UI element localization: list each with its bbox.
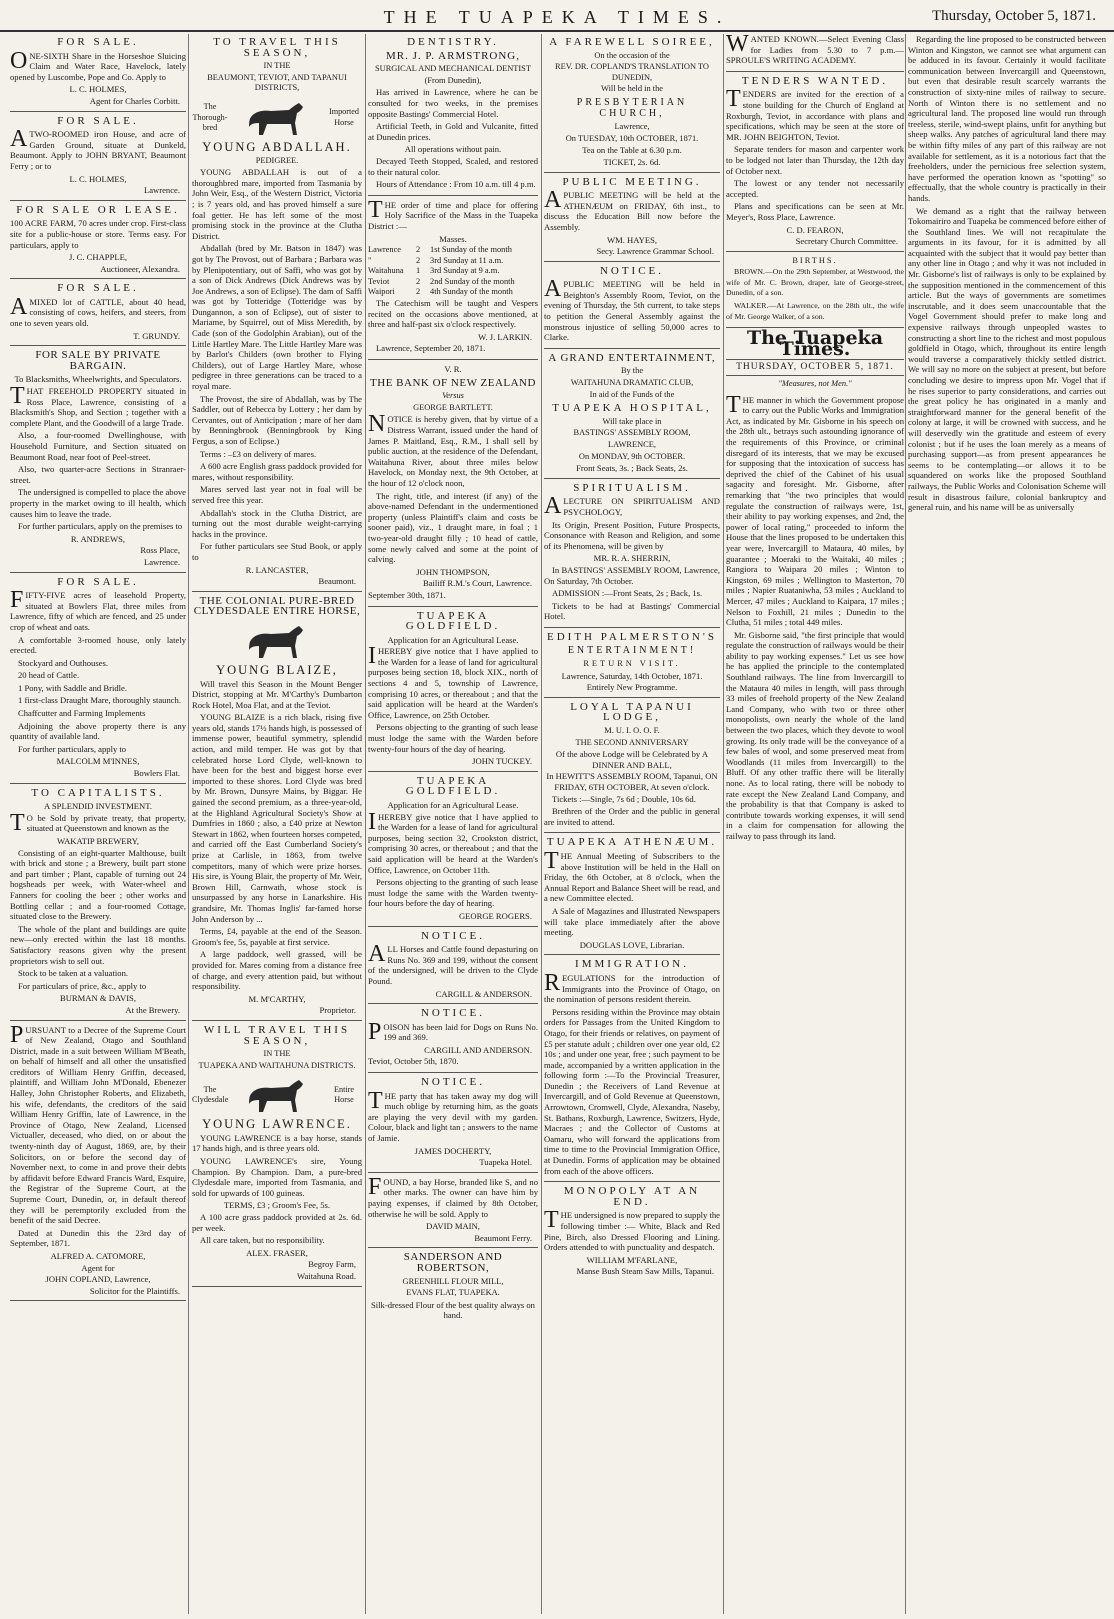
ad-signature: MALCOLM M'INNES, xyxy=(56,756,140,767)
ad-body: FOUND, a bay Horse, branded like S, and no other marks. The owner can have him by paying expenses, if claimed by 8th October, otherwise he will be sold. Apply to xyxy=(368,1173,538,1219)
ad-bank-notice xyxy=(368,364,538,606)
ad-notice-dog xyxy=(368,1077,538,1173)
ad-body: ONE-SIXTH Share in the Horseshoe Sluicing Claim and Water Race, Havelock, lately opened by Luscombe, Pope and Co. Apply to xyxy=(10,47,186,82)
mass-table-cell: 2 xyxy=(416,245,421,255)
ad-subheading: PEDIGREE. xyxy=(255,155,299,165)
ad-body: YOUNG LAWRENCE is a bay horse, stands 17 hands high, and is three years old. xyxy=(192,1132,362,1154)
ad-heading: NOTICE. xyxy=(420,1076,486,1089)
ad-heading: TUAPEKA GOLDFIELD. xyxy=(405,774,501,798)
column-2 xyxy=(192,34,362,1614)
ad-body: For particulars of price, &c., apply to xyxy=(18,980,147,991)
ad-signature: Waitahuna Road. xyxy=(297,1271,356,1281)
ad-body: IHEREBY give notice that I have applied to the Warden for a lease of land for agricultural purposes, being section 32, Crookston district, comprising 30 acres, or thereabout ; and that the said application will be heard at the Warden's Office, Lawrence, on October 11th. xyxy=(368,808,538,875)
ad-body: ADMISSION :—Front Seats, 2s ; Back, 1s. xyxy=(552,588,703,599)
ad-mass-schedule xyxy=(368,196,538,360)
ad-heading: FOR SALE BY PRIVATE BARGAIN. xyxy=(35,349,161,372)
ad-subheading: BASTINGS' ASSEMBLY ROOM, xyxy=(573,428,691,438)
ad-goldfield-lease-1 xyxy=(368,611,538,772)
ad-body: IHEREBY give notice that I have applied to the Warden for a lease of land for agricultural purposes being section 18, block XIX., north of sections 4 and 5, township of Lawrence, comprising 10 acres, or thereabout ; and that the said application will be heard at the Warden's Office, Lawrence, on 25th October. xyxy=(368,643,538,720)
ad-body: APUBLIC MEETING will be held in Beighton's Assembly Room, Teviot, on the evening of Thursday, the 5th current, to take steps to petition the General Assembly against the monstrous injustice of selling 50,000 acres to Clarke. xyxy=(544,276,720,343)
ad-body: AMIXED lot of CATTLE, about 40 head, consisting of cows, heifers, and steers, from one to seven years old. xyxy=(10,293,186,329)
ad-body: 1 Pony, with Saddle and Bridle. xyxy=(18,682,128,693)
ad-subheading: Application for an Agricultural Lease. xyxy=(387,800,519,810)
ad-horseshoe-share xyxy=(10,37,186,112)
ad-body: Silk-dressed Flour of the best quality always on hand. xyxy=(371,1299,535,1321)
ad-body: TICKET, 2s. 6d. xyxy=(603,156,661,167)
ad-body: Terms, £4, payable at the end of the Season. Groom's fee, 5s, payable at first service. xyxy=(192,926,362,947)
ad-body: 20 head of Cattle. xyxy=(18,670,80,681)
mass-table-cell: Waipori xyxy=(368,287,395,297)
ad-body: Lawrence, September 20, 1871. xyxy=(376,343,486,354)
ad-heading: FOR SALE. xyxy=(57,36,139,48)
ad-subheading: PRESBYTERIAN CHURCH, xyxy=(576,96,688,119)
ad-signature: C. D. FEARON, xyxy=(786,224,844,235)
ad-heading: FOR SALE. xyxy=(57,114,139,127)
ad-signature: L. C. HOLMES, xyxy=(69,84,127,95)
ad-terms: TERMS, £3 ; Groom's Fee, 5s. xyxy=(223,1200,331,1211)
column-6 xyxy=(908,34,1106,1614)
ad-body: For futher particulars see Stud Book, or apply to xyxy=(192,541,362,562)
ad-notice-poison xyxy=(368,1008,538,1073)
ad-heading: DENTISTRY. xyxy=(407,36,499,48)
ad-heading: PUBLIC MEETING. xyxy=(562,175,702,188)
mass-table-cell: Waitahuna xyxy=(368,266,404,276)
ad-name: WAKATIP BREWERY, xyxy=(56,836,140,846)
ad-body: The Catechism will be taught and Vespers recited on the occasions above mentioned, at three and half-past six o'clock respectively. xyxy=(368,298,538,330)
ad-body: REGULATIONS for the introduction of Immigrants into the Province of Otago, on the nomination of persons resident therein. xyxy=(544,969,720,1005)
ad-signature: WM. HAYES, xyxy=(606,234,658,245)
mass-table-cell: 2 xyxy=(416,287,421,297)
horse-label: The Thorough-bred xyxy=(192,102,228,133)
ad-signature: JOHN THOMPSON, xyxy=(416,566,490,577)
ad-body: THE Annual Meeting of Subscribers to the above Institution will be held in the Hall on Friday, the 6th October, at 8 o'clock, when the Annual Report and Balance Sheet will be read, and a new Committee elected. xyxy=(544,848,720,904)
ad-leasehold-property xyxy=(10,577,186,784)
ad-subheading: Will take place in xyxy=(602,416,662,426)
ad-subheading: On TUESDAY, 10th OCTOBER, 1871. xyxy=(565,133,699,143)
mass-table-cell: 4th Sunday of the month xyxy=(430,287,513,297)
ad-body: Will travel this Season in the Mount Benger District, stopping at Mr. M'Carthy's Dumbarton Rock Hotel, Moa Flat, and at the Teviot. xyxy=(192,678,362,710)
ad-subheading: To Blacksmiths, Wheelwrights, and Speculators. xyxy=(14,374,182,385)
ad-subheading: EVANS FLAT, TUAPEKA. xyxy=(406,1288,500,1298)
ad-subheading: IN THE xyxy=(263,1049,291,1059)
column-rule xyxy=(365,34,366,1614)
ad-heading: WILL TRAVEL THIS SEASON, xyxy=(203,1023,351,1047)
ad-signature: Lawrence. xyxy=(143,556,180,567)
editorial-paragraph: Mr. Gisborne said, "the first principle that would regulate the construction of railways would be their ability to pay working expenses." Let us see how he has applied the principle to the contemplated Southland railways. The line from Invercargill to the Mataura 40 miles in length, will pass through 33 miles of freehold property of the New Zealand Land Company, who with two or three other monopolists, own nearly the whole of the land between the two places, which they devote to wool growing. Its only trade will be the conveyance of a few bales of wool, and some preserved meat from Woodlands (11 miles from Invercargill) to the Bluff. Of any other traffic there will be literally none. As to local rating, there will be nobody to rate except the New Zealand Land Company, and the probability is that that Company is asked to contribute towards working expenses, it will send in a claim for compensation for allowing the railway to pass through its land. xyxy=(726,629,904,841)
ad-heading: THE BANK OF NEW ZEALAND xyxy=(370,376,536,389)
ad-name: MR. J. P. ARMSTRONG, xyxy=(385,49,520,62)
mass-table-cell: 2 xyxy=(416,255,421,265)
births-notices xyxy=(726,256,904,329)
ad-court-decree xyxy=(10,1021,186,1302)
ad-body: 100 ACRE FARM, 70 acres under crop. First-class site for a public-house or store. Terms easy. For particulars, apply to xyxy=(10,218,186,250)
ad-body: 1 first-class Draught Mare, thoroughly staunch. xyxy=(18,695,182,706)
ad-body: ATWO-ROOMED iron House, and acre of Garden Ground, situate at Dunkeld, Beaumont. Apply to JOHN BRYANT, Beaumont Ferry ; or to xyxy=(10,126,186,171)
ad-cattle xyxy=(10,283,186,346)
ad-edith-palmerston xyxy=(544,632,720,698)
ad-heading: FOR SALE. xyxy=(57,575,139,588)
ad-signature: DOUGLAS LOVE, Librarian. xyxy=(579,939,685,950)
ad-body: Lawrence, Saturday, 14th October, 1871. xyxy=(561,670,703,681)
ad-subheading: TUAPEKA HOSPITAL, xyxy=(552,402,712,415)
ad-grand-entertainment xyxy=(544,353,720,479)
ad-subheading: THE SECOND ANNIVERSARY xyxy=(575,737,689,747)
ad-signature: L. C. HOLMES, xyxy=(69,173,127,184)
paper-nameplate: The Tuapeka Times. xyxy=(746,327,884,360)
royal-cipher: V. R. xyxy=(444,364,462,375)
ad-body: Tickets :—Single, 7s 6d ; Double, 10s 6d. xyxy=(552,793,696,804)
ad-signature: JOHN TUCKEY. xyxy=(472,756,532,767)
ad-signature: Auctioneer, Alexandra. xyxy=(100,263,180,274)
ad-signature: Beaumont. xyxy=(318,576,356,587)
ad-subheading: SURGICAL AND MECHANICAL DENTIST xyxy=(375,64,531,74)
ad-subheading: REV. DR. COPLAND'S TRANSLATION TO DUNEDIN, xyxy=(555,62,709,82)
mass-table-cell: 1 xyxy=(416,266,421,276)
ad-body: Entirely New Programme. xyxy=(586,682,678,693)
ad-signature: WILLIAM M'FARLANE, xyxy=(586,1254,678,1265)
ad-young-lawrence xyxy=(192,1025,362,1287)
ad-signature: Begroy Farm, xyxy=(308,1259,356,1270)
ad-body: Also, two quarter-acre Sections in Stranraer-street. xyxy=(10,464,186,485)
ad-heading: LOYAL TAPANUI LODGE, xyxy=(570,700,694,724)
editorial-paragraph: THE manner in which the Government propose to carry out the Public Works and Immigration Act, as indicated by Mr. Gisborne in his speech on the 28th ult., betrays such astounding ignorance of the requirements of this Province, or criminal disregard of its interests, that we may be excused for supposing that the intoxication of success has deprived the chief of the Cabinet of his usual sagacity and foresight. Mr. Gisborne, after remarking that "the two principles that would regulate the construction of railways were, 1st, their ability to pay working expenses, and 2nd, the power of local rating," proceeded to inform the House that the lines proposed to be undertaken this year were, Invercargill to Mataura, 40 miles, by guarantee ; Moeraki to the Waitaki, 40 miles ; Rangiora to Waipara 20 miles ; Winton to Kingston, 69 miles ; Wellington to Masterton, 70 miles ; Napier Ruataniwha, 53 miles ; Auckland to Mercer, 47 miles ; Auckland to Kaipara, 17 miles ; Nelson to Foxhill, 21 miles ; Dunedin to the Clutha, 51 miles ; total 449 miles. xyxy=(726,391,904,628)
ad-notice-meeting xyxy=(544,266,720,349)
ad-signature: W. J. LARKIN. xyxy=(478,331,532,342)
ad-body: Decayed Teeth Stopped, Scaled, and restored to their natural color. xyxy=(368,155,538,177)
ad-heading: NOTICE. xyxy=(599,264,665,277)
ad-body: THE undersigned is now prepared to supply the following timber :— White, Black and Red Pine, Birch, also Dressed Flooring and Lining. Orders attended to with punctuality and despatch. xyxy=(544,1207,720,1253)
horse-illustration xyxy=(192,97,362,139)
ad-body: All operations without pain. xyxy=(404,144,502,155)
ad-body: Terms : –£3 on delivery of mares. xyxy=(200,448,317,459)
ad-subheading: On MONDAY, 9th OCTOBER. xyxy=(578,451,686,461)
newspaper-title: THE TUAPEKA TIMES. xyxy=(383,7,731,27)
ad-young-abdallah xyxy=(192,37,362,592)
ad-heading: BIRTHS. xyxy=(792,255,838,265)
horse-illustration xyxy=(192,620,362,662)
ad-heading: IMMIGRATION. xyxy=(575,958,689,971)
ad-flour-mill xyxy=(368,1252,538,1325)
ad-body: FIFTY-FIVE acres of leasehold Property, situated at Bowlers Flat, three miles from Lawrence, fifty of which are fenced, and 25 under crop of wheat and oats. xyxy=(10,587,186,632)
ad-body: YOUNG BLAIZE is a rich black, rising five years old, stands 17½ hands high, is possessed of immense power, beautiful symmetry, splendid action, and mild temper. He was got by that celebrated horse Lord Clyde, well-known to have been for the best and biggest horse ever imported to these shores. Lord Clyde was bred by Mr. Brown, Dunsyre Mains, by Biggar. He gained the second premium, as a three-year-old, at the Highland Agricultural Society's Show at Dumfries in 1860 ; also, a £40 prize at Newton Stewart in 1862, when fourteen horses competed, and carried off the East Cumberland Society's prize at Carlisle, in 1863, from twelve competitors, many of which were prize horses. His sire, is Young Blair, the property of Mr. Weir, Brown Hill, Carnwath, whose stock is unsurpassed by any horse in Lanarkshire. His grandsire, Mr. Thomas Inglis' far-famed horse John Anderson by ... xyxy=(192,712,362,924)
ad-body: Tickets to be had at Bastings' Commercial Hotel. xyxy=(544,600,720,622)
horse-name: YOUNG LAWRENCE. xyxy=(202,1117,352,1132)
ad-signature: CARGILL & ANDERSON. xyxy=(435,988,532,999)
ad-body: WANTED KNOWN.—Select Evening Class for Ladies from 5.30 to 7 p.m.—SPROULE'S WRITING ACADEMY. xyxy=(726,34,904,66)
ad-body: All care taken, but no responsibility. xyxy=(200,1235,325,1246)
ad-subheading: ENTERTAINMENT! xyxy=(567,644,697,656)
ad-body: Hours of Attendance : From 10 a.m. till 4 p.m. xyxy=(376,179,536,190)
ad-subheading: IN THE xyxy=(263,61,291,71)
ad-body: A comfortable 3-roomed house, only lately erected. xyxy=(10,634,186,656)
ad-heading: SPIRITUALISM. xyxy=(573,481,691,494)
column-3 xyxy=(368,34,538,1614)
ad-signature: At the Brewery. xyxy=(125,1004,180,1015)
horse-icon xyxy=(237,620,317,662)
ad-monopoly xyxy=(544,1186,720,1281)
ad-body: Brethren of the Order and the public in general are invited to attend. xyxy=(544,806,720,827)
editorial-dateline: THURSDAY, OCTOBER 5, 1871. xyxy=(726,359,904,376)
ad-body: THE party that has taken away my dog will much oblige by returning him, as the goats are playing the very devil with my garden. Colour, black and light tan ; answers to the name of Jamie. xyxy=(368,1087,538,1144)
ad-heading: FOR SALE. xyxy=(57,282,139,295)
ad-subheading: Will be held in the xyxy=(601,84,663,94)
ad-signature: JAMES DOCHERTY, xyxy=(414,1145,492,1156)
masthead xyxy=(0,0,1114,32)
editorial-paragraph: We demand as a right that the railway between Tokomairiro and Tuapeka be commenced before either of the Southland lines. We will not recapitulate the arguments in its favour, for it is admitted by all acquainted with the subject that it would pay better than any other line in Otago ; and why it was not included in Mr. Gisborne's list of railways is only to be explained by the supposition mentioned in the commencement of this article. But the ways of governments are sometimes inscrutable, and it does seem unaccountable that the Vogel Government should prefer to make long and expensive railways through unpeopled wastes to constructing a short line to the richest and most populous goldfield in Otago, which, throughout its entire length would traverse a comparatively thickly settled district. We will say no more on the subject at present, but before concluding we desire to impress upon Mr. Vogel that if he rises superior to party considerations, and carries out the great policy he has originated in a manly and straightforward manner for the general benefit of the colony at large, it will be crowned with success, and he will deservedly win the gratitude and esteem of every colonist ; but if he uses the loan merely as a means of purchasing support—as from present appearances he seems to be contemplating—or allows it to be squandered on works like the proposed Southland railways, the Public Works and Colonisation Scheme will result in disastrous failure, colonial bankruptcy and general ruin, and his name will be as universally xyxy=(908,205,1106,513)
ad-body: For further particulars, apply on the premises to xyxy=(18,521,183,532)
ad-wanted-known xyxy=(726,34,904,72)
mass-table-cell: Teviot xyxy=(368,276,390,286)
mass-table-cell: " xyxy=(368,255,372,265)
ad-freehold-property xyxy=(10,350,186,572)
ad-signature: Beaumont Ferry. xyxy=(474,1232,532,1243)
ad-dentistry xyxy=(368,37,538,196)
ad-body: ALL Horses and Cattle found depasturing on Runs No. 369 and 199, without the consent of the undersigned, will be driven to the Clyde Pound. xyxy=(368,941,538,986)
ad-subheading: M. U. I. O. O. F. xyxy=(604,726,660,736)
ad-subheading: By the xyxy=(620,366,644,376)
column-5 xyxy=(726,34,904,1614)
horse-label: The Clydesdale xyxy=(192,1084,229,1105)
ad-body: Separate tenders for mason and carpenter work to be lodged not later than Thursday, the 12th day of October next. xyxy=(726,144,904,176)
ad-body: September 30th, 1871. xyxy=(368,589,446,600)
ad-body: The lowest or any tender not necessarily accepted. xyxy=(726,178,904,199)
ad-body: Plans and specifications can be seen at Mr. Meyer's, Ross Place, Lawrence. xyxy=(726,201,904,222)
ad-subheading: Application for an Agricultural Lease. xyxy=(387,634,519,645)
ad-young-blaize xyxy=(192,596,362,1021)
mass-table-cell: 3rd Sunday at 9 a.m. xyxy=(430,266,500,276)
horse-label: Imported Horse xyxy=(328,107,359,127)
mass-table-cell: 1st Sunday of the month xyxy=(430,245,512,255)
ad-signature: M. M'CARTHY, xyxy=(248,993,306,1004)
ad-immigration xyxy=(544,959,720,1182)
horse-label: Entire Horse xyxy=(333,1084,354,1105)
ad-body: Front Seats, 3s. ; Back Seats, 2s. xyxy=(576,463,688,474)
ad-body: Persons objecting to the granting of such lease must lodge the same with the Warden twenty-four hours before the day of hearing. xyxy=(368,877,538,909)
ad-heading: FOR SALE OR LEASE. xyxy=(16,203,180,216)
ad-body: Tea on the Table at 6.30 p.m. xyxy=(582,145,682,156)
ad-heading: TUAPEKA GOLDFIELD. xyxy=(405,609,501,633)
ad-body: Mares served last year not in foal will be served free this year. xyxy=(192,484,362,505)
ad-signature: J. C. CHAPPLE, xyxy=(68,252,128,263)
ad-subheading: Lawrence, xyxy=(614,122,650,132)
mass-table xyxy=(368,245,538,298)
ad-body: A 100 acre grass paddock provided at 2s. 6d. per week. xyxy=(192,1212,362,1233)
ad-heading: MONOPOLY AT AN END. xyxy=(563,1185,701,1208)
ad-signature: Manse Bush Steam Saw Mills, Tapanui. xyxy=(576,1266,714,1277)
ad-signature: Ross Place, xyxy=(140,545,180,556)
ad-subheading: GREENHILL FLOUR MILL, xyxy=(402,1276,504,1286)
ad-body: Dated at Dunedin this the 23rd day of September, 1871. xyxy=(10,1227,186,1249)
ad-signature: Bowlers Flat. xyxy=(133,768,180,779)
ad-signature: JOHN COPLAND, Lawrence, xyxy=(45,1274,151,1285)
ad-body: THAT FREEHOLD PROPERTY situated in Ross Place, Lawrence, consisting of a Blacksmith's Shop, and Section ; together with a complete Plant, and the Goodwill of a large Trade. xyxy=(10,383,186,428)
ad-body: Artificial Teeth, in Gold and Vulcanite, fitted at Dunedin prices. xyxy=(368,121,538,142)
ad-body: Abdallah (bred by Mr. Batson in 1847) was got by The Provost, out of Barbara ; Barbara was by Plenipotentiary, out of Saffi, who was got by a son of Dick Andrews (Dick Andrews was by Joe Andrews, a son of Eclipse). The dam of Saffi was got by Totteridge (Totteridge was by Dungannon, a son of Eclipse), out of sister to Mariame, by Squirrel, out of Miss Meredith, by Cade (son of the Godolphin Arabian), out of the Little Hartley Mare. The Little Hartley Mare was by Barlot's Childers (own brother to Flying Childers), out of Large Hartley Mare, whose pedigree in three generations can be traced to a royal mare. xyxy=(192,243,362,392)
ad-body: Adjoining the above property there is any quantity of available land. xyxy=(10,720,186,742)
column-rule xyxy=(723,34,724,1614)
ad-body: Abdallah's stock in the Clutha District, are turning out the most durable weight-carrying hacks in the province. xyxy=(192,507,362,539)
ad-body: The undersigned is compelled to place the above property in the market owing to ill health, which causes him to leave the trade. xyxy=(10,487,186,519)
ad-loyal-tapanui-lodge xyxy=(544,702,720,834)
ad-public-meeting xyxy=(544,177,720,262)
ad-signature: Agent for xyxy=(81,1262,115,1273)
ad-signature: Agent for Charles Corbitt. xyxy=(89,95,180,106)
ad-athenaeum xyxy=(544,837,720,955)
ad-subheading: RETURN VISIT. xyxy=(583,659,681,669)
ad-signature: Lawrence. xyxy=(143,185,180,196)
ad-body: Also, a four-roomed Dwellinghouse, with Household Furniture, and Section situated on Beaumont Road, near foot of Peel-street. xyxy=(10,430,186,462)
ad-farewell-soiree xyxy=(544,37,720,173)
ad-body: In BASTINGS' ASSEMBLY ROOM, Lawrence, On Saturday, 7th October. xyxy=(544,564,720,586)
ad-found-horse xyxy=(368,1173,538,1249)
ad-body: TO be Sold by private treaty, that property, situated at Queenstown and known as the xyxy=(10,809,186,836)
ad-body: For further particulars, apply to xyxy=(18,743,127,754)
ad-body: Teviot, October 5th, 1870. xyxy=(368,1056,459,1067)
horse-icon xyxy=(237,1074,317,1116)
column-rule xyxy=(188,34,189,1614)
ad-acre-farm xyxy=(10,205,186,280)
ad-body: PURSUANT to a Decree of the Supreme Court of New Zealand, Otago and Southland District, made in a suit between William M'Beath, on behalf of himself and all other the unsatisfied creditors of William Henry Griffin, deceased, plaintiff, and William John M'Donald, Ebenezer Halley, John Christopher Roberts, and Elizabeth, his wife, defendants, the creditors of the said William Henry Griffin, late of Lawrence, in the Province of Otago, New Zealand, Licensed Victualler, deceased, who died, on or about the twenty-ninth day of August, 1869, are, by their Solicitors, on or before the second day of November next, to come in and prove their debts by affidavit before Edward Francis Ward, Esquire, the Registrar of the Supreme Court, at the Supreme Court, Dunedin, or, in default thereof they will be peremptorily excluded from the benefit of the said Decree. xyxy=(10,1021,186,1226)
ad-subheading: In aid of the Funds of the xyxy=(589,389,675,399)
ad-body: Stockyard and Outhouses. xyxy=(18,657,108,668)
ad-heading: NOTICE. xyxy=(420,929,486,942)
ad-signature: ALEX. FRASER, xyxy=(246,1247,308,1258)
ad-body: NOTICE is hereby given, that by virtue of a Distress Warrant, issued under the hand of James P. Maitland, Esq., R.M., I shall sell by public auction, at the residence of the Defendant, Waitahuna River, about three miles below Havelock, on Monday next, the 9th October, at the hour of 12 o'clock noon, xyxy=(368,411,538,488)
column-rule xyxy=(541,34,542,1614)
ad-body: The whole of the plant and buildings are quite new—only erected within the last 18 months. Satisfactory reasons given why the present proprietors wish to sell out. xyxy=(10,923,186,966)
ad-heading: SANDERSON AND ROBERTSON, xyxy=(403,1251,503,1274)
ad-signature: BURMAN & DAVIS, xyxy=(59,993,136,1004)
editorial-paragraph: Regarding the line proposed to be constructed between Winton and Kingston, we cannot see what argument can be adduced in its favour. Certainly it would facilitate communication between Invercargill and Queenstown, but even that desirable result scarcely warrants the construction of sixty-nine miles of railway to secure. North of Winton there is no settlement and no agricultural land. The proposed line would run through treeless, sterile, wind-swept plains, unfit for anything but sheep walks. Any patches of agricultural land there may be within fifty miles of any part of this railway are not available for settlement, as it is a notorious fact that the freeholders, under the pernicious free selection system, have performed the operation known as "spotting" so effectually, that the whole country is practically in their hands. xyxy=(908,34,1106,203)
birth-notice: BROWN.—On the 29th September, at Westwood, the wife of Mr. C. Brown, draper, late of George-street, Dunedin, of a son. xyxy=(726,267,904,298)
ad-body: The right, title, and interest (if any) of the above-named Defendant in the undermentioned property (unless Plaintiff's claim and costs be sooner paid), viz., 1 draught mare, in foal ; 1 two-year-old draught filly ; 10 head of cattle, some newly calved and some at the point of calving. xyxy=(368,490,538,565)
ad-goldfield-lease-2 xyxy=(368,776,538,927)
ad-body: Its Origin, Present Position, Future Prospects, Consonance with Reason and Religion, and some of its Phenomena, will be given by xyxy=(544,519,720,551)
ad-body: The Provost, the sire of Abdallah, was by The Saddler, out of Rebecca by Lottery ; her dam by Cervantes, out of Anticipation ; mare of her dam by Benningbrook (Benningbrook by King Fergus, a son of Eclipse.) xyxy=(192,393,362,446)
ad-heading: THE COLONIAL PURE-BRED CLYDESDALE ENTIRE HORSE, xyxy=(193,594,361,618)
horse-icon xyxy=(237,97,317,139)
column-1 xyxy=(10,34,186,1614)
ad-signature: R. LANCASTER, xyxy=(245,564,309,575)
ad-spiritualism xyxy=(544,483,720,628)
ad-subheading: TUAPEKA AND WAITAHUNA DISTRICTS. xyxy=(198,1060,356,1070)
ad-signature: Proprietor. xyxy=(319,1005,356,1016)
ad-signature: Bailiff R.M.'s Court, Lawrence. xyxy=(422,578,532,589)
ad-signature: T. GRUNDY. xyxy=(133,330,180,341)
ad-signature: Secretary Church Committee. xyxy=(795,236,898,247)
ad-body: Of the above Lodge will be Celebrated by A DINNER AND BALL, xyxy=(555,749,709,770)
ad-body: Has arrived in Lawrence, where he can be consulted for two weeks, in the premises opposite Bastings' Commercial Hotel. xyxy=(368,87,538,119)
ad-body: A 600 acre English grass paddock provided for mares, without responsibility. xyxy=(192,461,362,482)
mass-table-cell: 2 xyxy=(416,276,421,286)
ad-heading: NOTICE. xyxy=(420,1007,486,1020)
ad-body: ALECTURE ON SPIRITUALISM AND PSYCHOLOGY, xyxy=(544,493,720,520)
ad-body: POISON has been laid for Dogs on Runs No. 199 and 369. xyxy=(368,1018,538,1045)
ad-heading: TENDERS WANTED. xyxy=(741,74,889,87)
ad-subheading: A SPLENDID INVESTMENT. xyxy=(44,801,152,812)
ad-signature: CARGILL AND ANDERSON. xyxy=(424,1044,532,1055)
ad-name: MR. R. A. SHERRIN, xyxy=(593,553,671,564)
ad-heading: TUAPEKA ATHENÆUM. xyxy=(546,836,718,849)
ad-body: Persons objecting to the granting of such lease must lodge the same with the Warden before twenty-four hours of the day of hearing. xyxy=(368,722,538,754)
column-4 xyxy=(544,34,720,1614)
ad-brewery xyxy=(10,788,186,1021)
issue-date: Thursday, October 5, 1871. xyxy=(932,8,1096,24)
ad-body: A large paddock, well grassed, will be provided for. Mares coming from a distance free of charge, and every attention paid, but without responsibility. xyxy=(192,949,362,992)
ad-subheading: Masses. xyxy=(439,233,467,244)
ad-signature: Solicitor for the Plaintiffs. xyxy=(89,1285,180,1296)
ad-subheading: (From Dunedin), xyxy=(424,75,482,85)
ad-subheading: On the occasion of the xyxy=(594,50,670,60)
mass-table-cell: Lawrence xyxy=(368,245,402,255)
ad-tenders-wanted xyxy=(726,76,904,252)
ad-heading: EDITH PALMERSTON'S xyxy=(547,630,717,643)
editorial-motto: "Measures, not Men." xyxy=(778,379,852,389)
ad-body: Persons residing within the Province may obtain orders for Passages from the United Kingdom to Otago, for their friends or relatives, on payment of £5 per statute adult ; children over one year old, £2 10s ; and under one year, free ; such payment to be made, accompanied by a written application in the following form :—To the Provincial Treasurer, Dunedin ; the Receivers of Land Revenue at Invercargill, and of Gold Revenue at Queenstown, Arrowtown, Cromwell, Clyde, Alexandra, Naseby, St. Bathans, Roxburgh, Lawrence, Switzers, Hyde, Macraes ; and the Collector of Customs at Oamaru, who will forward the applications from time to time to the Provincial Immigration Office, at Dunedin. Forms of application may be obtained from each of the above officers. xyxy=(544,1006,720,1176)
horse-illustration xyxy=(192,1074,362,1116)
ad-body: Chaffcutter and Farming Implements xyxy=(18,708,146,719)
ad-body: In HEWITT'S ASSEMBLY ROOM, Tapanui, ON FRIDAY, 6TH OCTOBER, At seven o'clock. xyxy=(546,771,718,793)
ad-body: Stock to be taken at a valuation. xyxy=(18,968,129,979)
ad-subheading: WAITAHUNA DRAMATIC CLUB, xyxy=(570,378,694,388)
ad-body: YOUNG ABDALLAH is out of a thoroughbred mare, imported from Tasmania by John Weir, Esq., of the Western District, Victoria ; is 7 years old, and has proved himself a sure foal getter. He has left some of the most promising stock in the province at the Clutha District. xyxy=(192,167,362,241)
column-rule xyxy=(905,34,906,1614)
ad-signature: DAVID MAIN, xyxy=(426,1221,480,1232)
ad-subheading: Versus xyxy=(442,391,464,401)
horse-name: YOUNG ABDALLAH. xyxy=(202,139,352,154)
ad-iron-house xyxy=(10,116,186,201)
ad-subheading: GEORGE BARTLETT. xyxy=(413,402,493,412)
ad-heading: TO TRAVEL THIS SEASON, xyxy=(213,36,341,59)
ad-signature: Secy. Lawrence Grammar School. xyxy=(596,246,714,257)
ad-body: APUBLIC MEETING will be held at the ATHENÆUM on FRIDAY, 6th inst., to discuss the Education Bill now before the Assembly. xyxy=(544,187,720,232)
ad-body: YOUNG LAWRENCE's sire, Young Champion. By Champion. Dam, a pure-bred Clydesdale mare, imported from Tasmania, and sold for upwards of 100 guineas. xyxy=(192,1156,362,1198)
ad-body: TENDERS are invited for the erection of a stone building for the Church of England at Roxburgh, Teviot, in accordance with plans and specifications, which may be seen at the store of MR. JOHN BEIGHTON, Teviot. xyxy=(726,86,904,142)
ad-subheading: BEAUMONT, TEVIOT, AND TAPANUI DISTRICTS, xyxy=(207,72,347,93)
ad-signature: R. ANDREWS, xyxy=(70,533,126,544)
ad-signature: GEORGE ROGERS. xyxy=(458,910,532,921)
ad-body: A Sale of Magazines and Illustrated Newspapers will take place immediately after the above meeting. xyxy=(544,905,720,938)
birth-notice: WALKER.—At Lawrence, on the 28th ult., the wife of Mr. George Walker, of a son. xyxy=(726,301,904,321)
ad-body: THE order of time and place for offering Holy Sacrifice of the Mass in the Tuapeka District :— xyxy=(368,196,538,231)
mass-table-cell: 3rd Sunday at 11 a.m. xyxy=(430,255,504,265)
ad-heading: TO CAPITALISTS. xyxy=(31,786,165,799)
ad-signature: ALFRED A. CATOMORE, xyxy=(50,1250,146,1261)
ad-notice-pound xyxy=(368,931,538,1005)
horse-name: YOUNG BLAIZE, xyxy=(216,662,338,677)
mass-table-cell: 2nd Sunday of the month xyxy=(430,276,515,286)
ad-body: Consisting of an eight-quarter Malthouse, built with brick and stone ; a Brewery, built part stone and part timber ; Plant, capable of turning out 24 hogsheads per week, with Water-wheel and Fanners for cooling the beer ; other works and Bottling cellar ; and a four-roomed Cottage, situated close to the Brewery. xyxy=(10,847,186,922)
ad-signature: Tuapeka Hotel. xyxy=(479,1157,532,1168)
ad-subheading: LAWRENCE, xyxy=(608,440,656,449)
ad-heading: A FAREWELL SOIREE, xyxy=(549,36,715,48)
ad-heading: A GRAND ENTERTAINMENT, xyxy=(548,351,716,364)
